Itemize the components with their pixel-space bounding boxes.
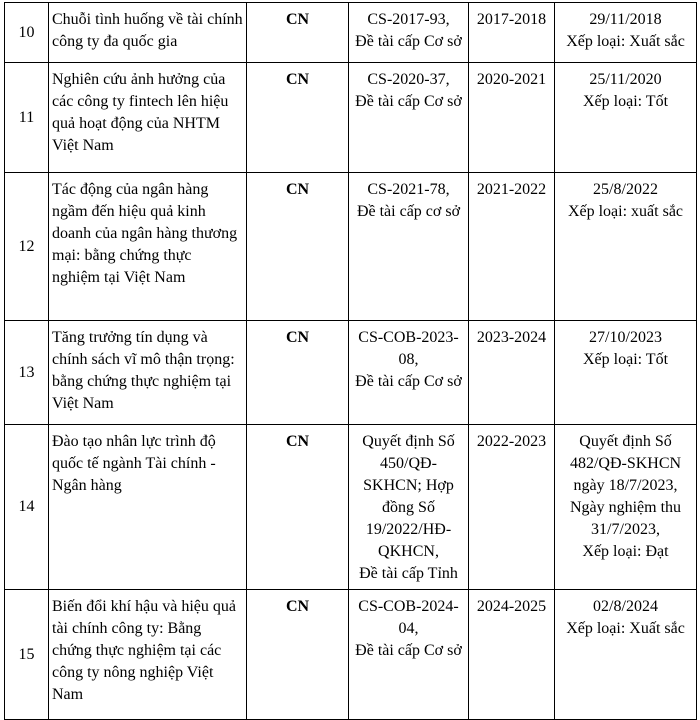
- project-code-cell: [349, 590, 469, 720]
- project-role: CN: [247, 63, 349, 173]
- project-code-cell: [349, 425, 469, 590]
- project-period: 2022-2023: [469, 425, 555, 590]
- project-level: Đề tài cấp cơ sở: [356, 203, 461, 220]
- project-role: CN: [247, 173, 349, 321]
- acceptance-date: 29/11/2018: [589, 11, 662, 28]
- table-row: [5, 3, 697, 63]
- project-code: Quyết định Số 450/QĐ-SKHCN; Hợp đồng Số 19/2022/HĐ-QKHCN,: [362, 433, 455, 560]
- project-code: CS-COB-2023-08,: [358, 329, 459, 368]
- research-projects-table: [4, 2, 697, 720]
- project-rating: Xếp loại: xuất sắc: [567, 203, 684, 220]
- project-title: Nghiên cứu ảnh hưởng của các công ty fintech lên hiệu quả hoạt động của NHTM Việt Nam: [49, 63, 247, 173]
- project-code: CS-COB-2024-04,: [358, 598, 459, 637]
- project-result-cell: [555, 590, 697, 720]
- project-result-cell: [555, 63, 697, 173]
- project-level: Đề tài cấp Tỉnh: [359, 565, 458, 582]
- project-role: CN: [247, 3, 349, 63]
- project-rating: Xếp loại: Tốt: [582, 93, 669, 110]
- project-code-cell: [349, 3, 469, 63]
- project-title: Biến đổi khí hậu và hiệu quả tài chính công ty: Bằng chứng thực nghiệm tại các công ty nông nghiệp Việt Nam: [49, 590, 247, 720]
- project-period: 2021-2022: [469, 173, 555, 321]
- project-result-cell: [555, 3, 697, 63]
- table-row: [5, 321, 697, 425]
- project-result-cell: [555, 173, 697, 321]
- project-role: CN: [247, 321, 349, 425]
- acceptance-date: 25/8/2022: [593, 181, 658, 198]
- acceptance-date: 25/11/2020: [589, 71, 662, 88]
- project-level: Đề tài cấp Cơ sở: [355, 642, 462, 659]
- acceptance-date: Ngày nghiệm thu 31/7/2023,: [569, 499, 682, 538]
- table-row: [5, 173, 697, 321]
- row-number: 10: [5, 3, 49, 63]
- project-code-cell: [349, 63, 469, 173]
- project-rating: Xếp loại: Xuất sắc: [566, 620, 685, 637]
- project-rating: Xếp loại: Xuất sắc: [566, 33, 685, 50]
- project-level: Đề tài cấp Cơ sở: [355, 93, 462, 110]
- project-title: Tác động của ngân hàng ngầm đến hiệu quả kinh doanh của ngân hàng thương mại: bằng chứng thực nghiệm tại Việt Nam: [49, 173, 247, 321]
- row-number: 11: [5, 63, 49, 173]
- project-role: CN: [247, 425, 349, 590]
- project-level: Đề tài cấp Cơ sở: [355, 373, 462, 390]
- project-rating: Xếp loại: Đạt: [582, 543, 669, 560]
- row-number: 14: [5, 425, 49, 590]
- acceptance-date: 02/8/2024: [593, 598, 658, 615]
- acceptance-decision: Quyết định Số 482/QĐ-SKHCN ngày 18/7/2023,: [569, 433, 682, 494]
- row-number: 15: [5, 590, 49, 720]
- row-number: 13: [5, 321, 49, 425]
- project-code-cell: [349, 173, 469, 321]
- project-period: 2024-2025: [469, 590, 555, 720]
- table-row: [5, 63, 697, 173]
- project-period: 2023-2024: [469, 321, 555, 425]
- project-code: CS-2020-37,: [367, 71, 450, 88]
- project-title: Đào tạo nhân lực trình độ quốc tế ngành Tài chính - Ngân hàng: [49, 425, 247, 590]
- table-row: [5, 425, 697, 590]
- project-title: Chuỗi tình huống về tài chính công ty đa quốc gia: [49, 3, 247, 63]
- row-number: 12: [5, 173, 49, 321]
- project-result-cell: [555, 425, 697, 590]
- project-result-cell: [555, 321, 697, 425]
- project-code: CS-2021-78,: [367, 181, 450, 198]
- project-code: CS-2017-93,: [367, 11, 450, 28]
- project-period: 2017-2018: [469, 3, 555, 63]
- project-level: Đề tài cấp Cơ sở: [355, 33, 462, 50]
- acceptance-date: 27/10/2023: [589, 329, 662, 346]
- project-rating: Xếp loại: Tốt: [582, 351, 669, 368]
- table-row: [5, 590, 697, 720]
- project-title: Tăng trưởng tín dụng và chính sách vĩ mô thận trọng: bằng chứng thực nghiệm tại Việt Nam: [49, 321, 247, 425]
- project-role: CN: [247, 590, 349, 720]
- project-period: 2020-2021: [469, 63, 555, 173]
- project-code-cell: [349, 321, 469, 425]
